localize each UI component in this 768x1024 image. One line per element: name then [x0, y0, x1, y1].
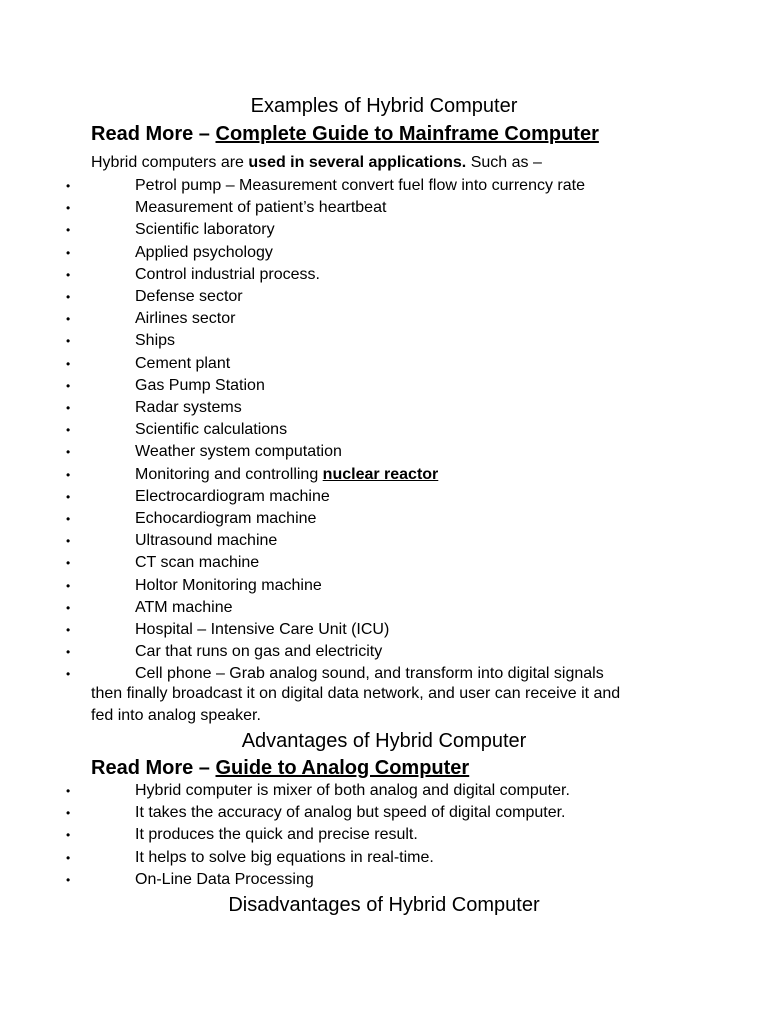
examples-list: [0, 175, 768, 686]
list-item-text: Ships: [135, 332, 176, 350]
list-item: [0, 286, 768, 308]
list-item: [0, 530, 768, 552]
bullet-icon: •: [66, 784, 71, 798]
bullet-icon: •: [66, 534, 71, 549]
list-item-text: It takes the accuracy of analog but speed of digital computer.: [135, 804, 566, 822]
intro-text-post: Such as –: [466, 154, 542, 171]
list-item: [0, 330, 768, 352]
list-item-text: Petrol pump – Measurement convert fuel flow into currency rate: [135, 177, 585, 194]
bullet-icon: •: [66, 850, 71, 865]
bullet-icon: •: [66, 667, 71, 682]
bullet-icon: •: [66, 512, 71, 527]
list-item-text: Applied psychology: [135, 243, 273, 261]
readmore-label: Read More –: [91, 757, 210, 779]
readmore-label: Read More –: [91, 123, 210, 145]
bullet-icon: •: [66, 378, 71, 393]
list-item-text: Scientific calculations: [135, 421, 288, 439]
list-item: [0, 575, 768, 597]
list-item: [0, 308, 768, 330]
cellphone-continuation: [91, 683, 620, 727]
advantages-list: [0, 780, 768, 891]
bullet-icon: •: [66, 578, 71, 593]
list-item-text: CT scan machine: [135, 554, 260, 572]
list-item: [0, 197, 768, 219]
list-item-text: On-Line Data Processing: [135, 870, 314, 888]
list-item-text: Hospital – Intensive Care Unit (ICU): [135, 621, 390, 639]
list-item: [0, 869, 768, 891]
bullet-icon: •: [66, 556, 71, 571]
list-item-text: Radar systems: [135, 399, 242, 417]
list-item: [0, 847, 768, 869]
list-item: [0, 353, 768, 375]
list-item-text: Hybrid computer is mixer of both analog and digital computer.: [135, 782, 570, 799]
advantages-heading: Advantages of Hybrid Computer: [241, 730, 527, 752]
list-item: [0, 419, 768, 441]
bullet-icon: •: [66, 806, 71, 821]
bullet-icon: •: [66, 423, 71, 438]
bullet-icon: •: [66, 245, 71, 260]
list-item-text: Gas Pump Station: [135, 376, 265, 394]
list-item-text: Car that runs on gas and electricity: [135, 643, 383, 661]
list-item: [0, 802, 768, 824]
list-item: [0, 464, 768, 486]
bullet-icon: •: [66, 290, 71, 305]
list-item: [0, 780, 768, 802]
list-item-text: ATM machine: [135, 598, 233, 616]
list-item: [0, 597, 768, 619]
bullet-icon: •: [66, 828, 71, 843]
list-item: [0, 219, 768, 241]
readmore-analog: [91, 756, 469, 780]
list-item: [0, 441, 768, 463]
cellphone-continuation-line-2: fed into analog speaker.: [91, 707, 261, 724]
list-item-text: Cement plant: [135, 354, 231, 372]
list-item-text: It helps to solve big equations in real-time.: [135, 848, 434, 866]
analog-guide-link[interactable]: Guide to Analog Computer: [215, 757, 470, 779]
bullet-icon: •: [66, 467, 71, 482]
bullet-icon: •: [66, 223, 71, 238]
bullet-icon: •: [66, 445, 71, 460]
bullet-icon: •: [66, 600, 71, 615]
bullet-icon: •: [66, 201, 71, 216]
list-item: [0, 175, 768, 197]
nuclear-reactor-link[interactable]: nuclear reactor: [322, 465, 439, 483]
intro-paragraph: [91, 152, 542, 174]
list-item: [0, 397, 768, 419]
readmore-mainframe: [91, 122, 599, 146]
mainframe-guide-link[interactable]: Complete Guide to Mainframe Computer: [215, 123, 599, 145]
list-item: [0, 619, 768, 641]
list-item-text: Cell phone – Grab analog sound, and transform into digital signals: [135, 665, 604, 683]
examples-heading: Examples of Hybrid Computer: [250, 95, 518, 117]
list-item-text: Airlines sector: [135, 310, 236, 328]
list-item-text: Weather system computation: [135, 443, 342, 461]
list-item-text: Defense sector: [135, 288, 243, 306]
list-item: [0, 242, 768, 264]
list-item: [0, 641, 768, 663]
list-item: [0, 486, 768, 508]
list-item-text: Ultrasound machine: [135, 532, 278, 550]
list-item: [0, 552, 768, 574]
list-item: [0, 508, 768, 530]
bullet-icon: •: [66, 872, 71, 887]
bullet-icon: •: [66, 179, 71, 193]
list-item-text: Monitoring and controlling: [135, 465, 323, 483]
list-item: [0, 375, 768, 397]
list-item: [0, 824, 768, 846]
list-item-text: Echocardiogram machine: [135, 510, 317, 528]
list-item-text: Electrocardiogram machine: [135, 487, 330, 505]
bullet-icon: •: [66, 645, 71, 660]
bullet-icon: •: [66, 623, 71, 638]
cellphone-continuation-line-1: then finally broadcast it on digital data network, and user can receive it and: [91, 685, 621, 702]
intro-text-bold: used in several applications.: [248, 154, 467, 171]
bullet-icon: •: [66, 401, 71, 416]
bullet-icon: •: [66, 334, 71, 349]
list-item-text: Control industrial process.: [135, 265, 320, 283]
disadvantages-heading: Disadvantages of Hybrid Computer: [228, 894, 540, 916]
intro-text-pre: Hybrid computers are: [91, 154, 249, 171]
bullet-icon: •: [66, 267, 71, 282]
list-item-text: It produces the quick and precise result.: [135, 826, 418, 844]
list-item-text: Measurement of patient’s heartbeat: [135, 199, 387, 217]
list-item-text: Scientific laboratory: [135, 221, 275, 239]
bullet-icon: •: [66, 489, 71, 504]
list-item: [0, 264, 768, 286]
bullet-icon: •: [66, 356, 71, 371]
list-item-text: Holtor Monitoring machine: [135, 576, 322, 594]
bullet-icon: •: [66, 312, 71, 327]
